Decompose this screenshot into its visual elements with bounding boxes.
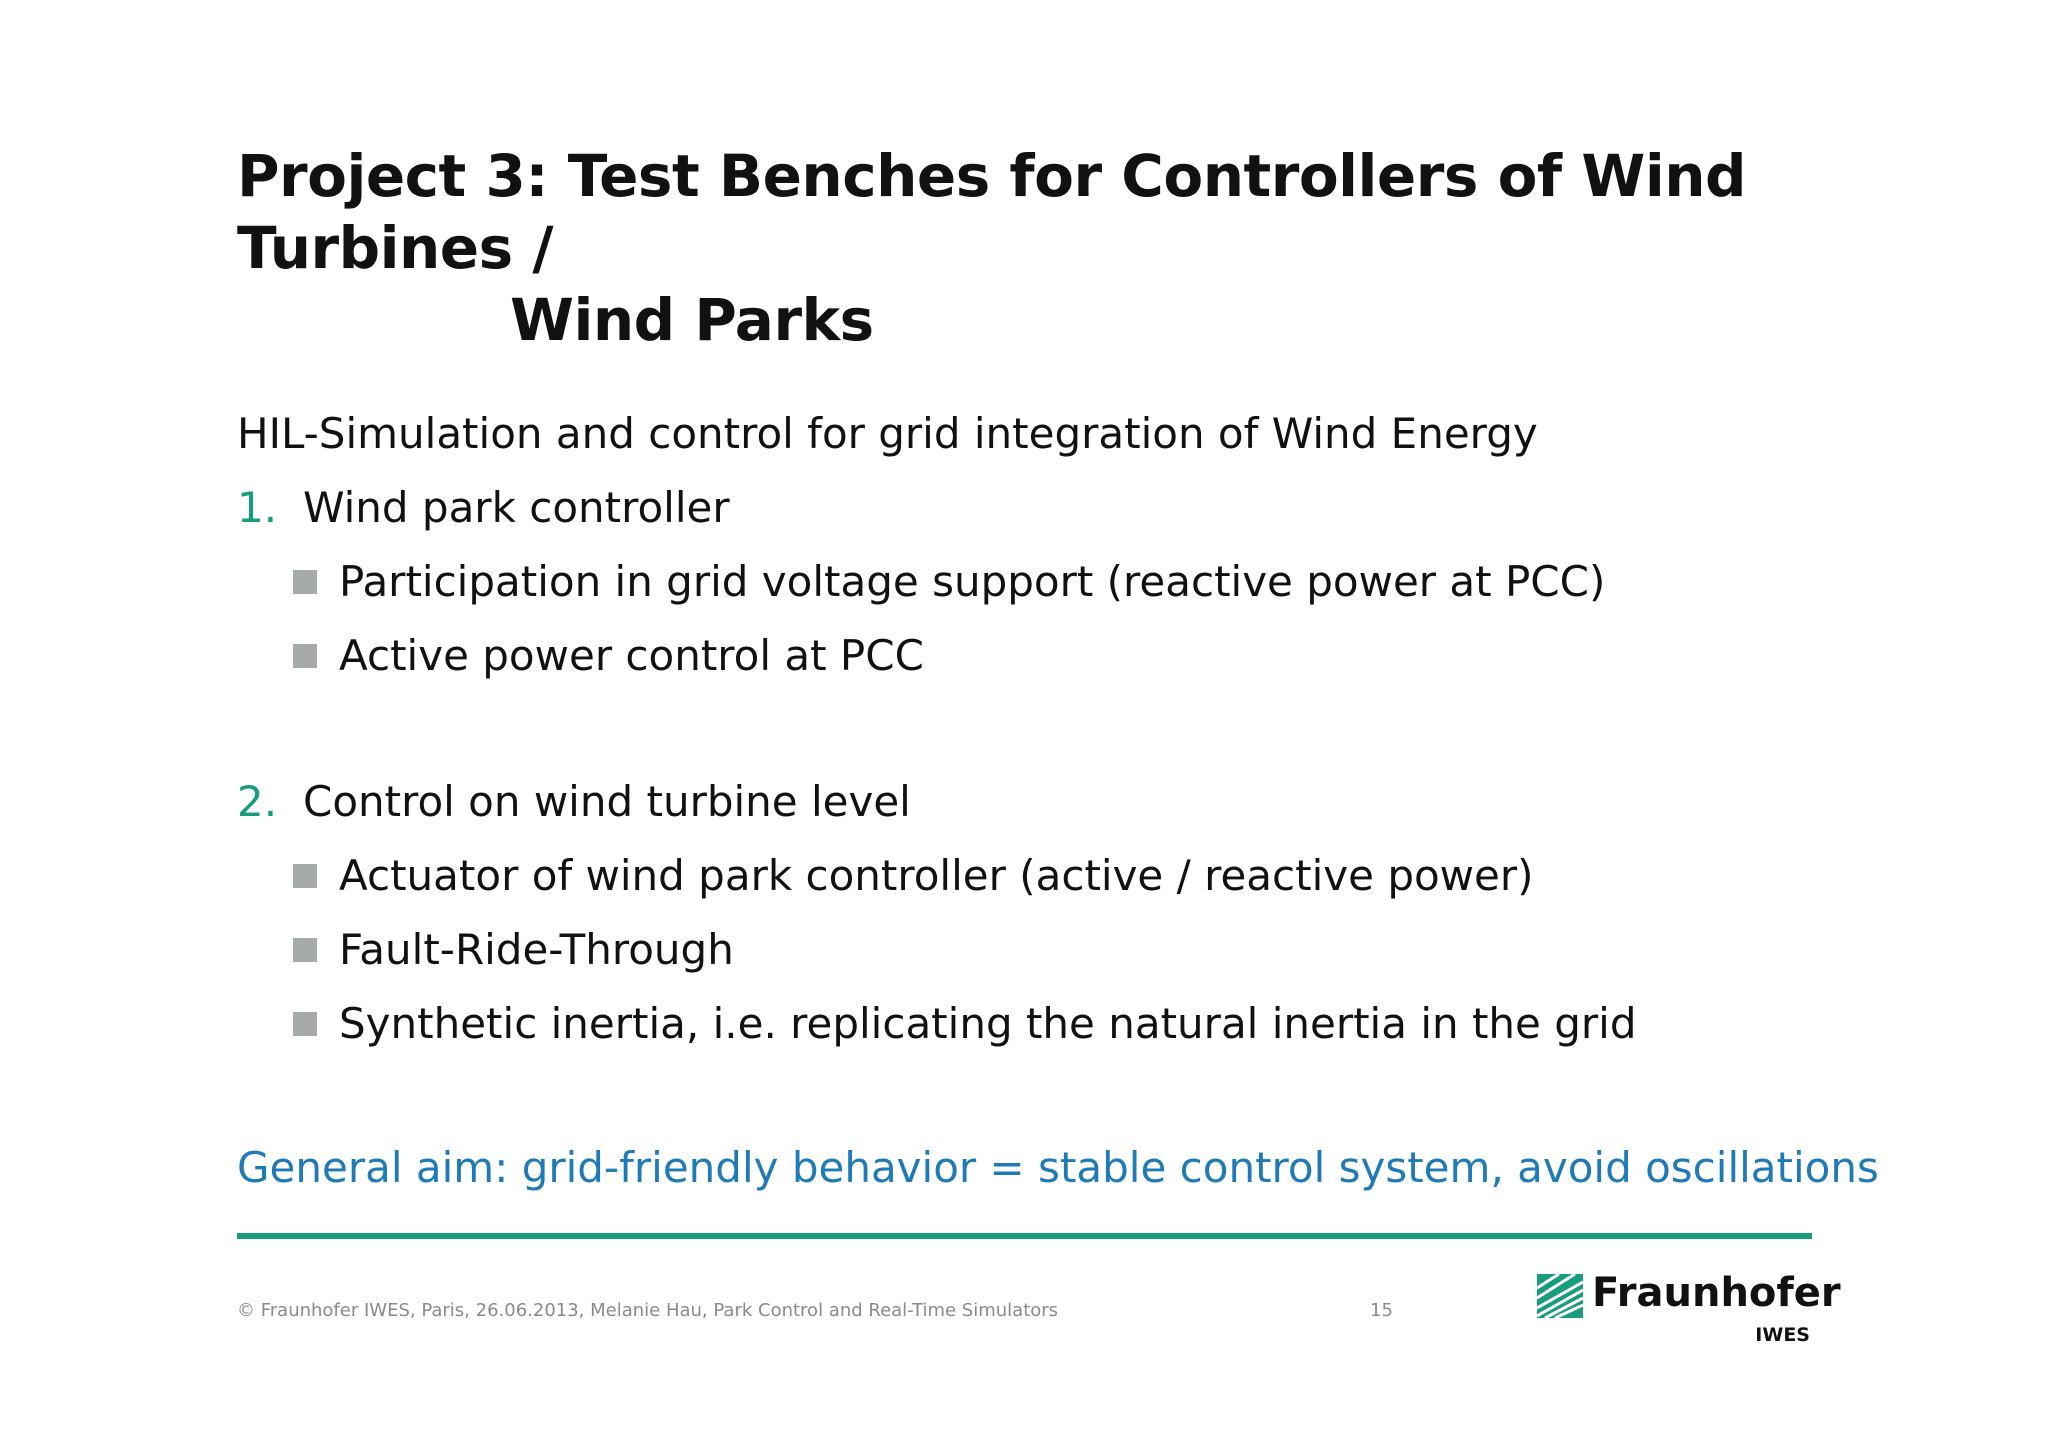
slide-title-line1: Project 3: Test Benches for Controllers of Wind Turbines / xyxy=(237,142,1747,282)
section-heading-2 xyxy=(237,776,911,828)
bullet-item xyxy=(293,924,734,976)
bullet-text: Participation in grid voltage support (reactive power at PCC) xyxy=(339,557,1606,606)
page-number: 15 xyxy=(1370,1300,1393,1321)
section-heading-text-1: Wind park controller xyxy=(303,483,730,532)
bullet-item xyxy=(293,630,924,682)
bullet-square-icon xyxy=(293,570,317,594)
bullet-item xyxy=(293,556,1605,608)
section-heading-text-2: Control on wind turbine level xyxy=(303,777,911,826)
slide-title xyxy=(237,140,1937,356)
intro-text: HIL-Simulation and control for grid integration of Wind Energy xyxy=(237,409,1538,458)
general-aim-text: General aim: grid-friendly behavior = stable control system, avoid oscillations xyxy=(237,1143,1879,1192)
logo-wordmark: Fraunhofer xyxy=(1592,1270,1841,1316)
section-number-2: 2. xyxy=(237,777,278,826)
bullet-text: Active power control at PCC xyxy=(339,631,924,680)
bullet-square-icon xyxy=(293,864,317,888)
bullet-item xyxy=(293,850,1534,902)
bullet-square-icon xyxy=(293,938,317,962)
fraunhofer-logo-icon xyxy=(1537,1274,1583,1318)
footer-credit: © Fraunhofer IWES, Paris, 26.06.2013, Melanie Hau, Park Control and Real-Time Simulators xyxy=(237,1300,1059,1321)
bullet-text: Actuator of wind park controller (active / reactive power) xyxy=(339,851,1534,900)
section-number-1: 1. xyxy=(237,483,278,532)
bullet-text: Synthetic inertia, i.e. replicating the natural inertia in the grid xyxy=(339,999,1637,1048)
bullet-item xyxy=(293,998,1637,1050)
fraunhofer-logo xyxy=(1537,1270,1841,1352)
bullet-square-icon xyxy=(293,644,317,668)
bullet-square-icon xyxy=(293,1012,317,1036)
bullet-text: Fault-Ride-Through xyxy=(339,925,734,974)
logo-institute: IWES xyxy=(1755,1324,1810,1346)
slide-title-line2: Wind Parks xyxy=(510,286,874,354)
section-heading-1 xyxy=(237,482,730,534)
footer-divider xyxy=(237,1233,1812,1239)
